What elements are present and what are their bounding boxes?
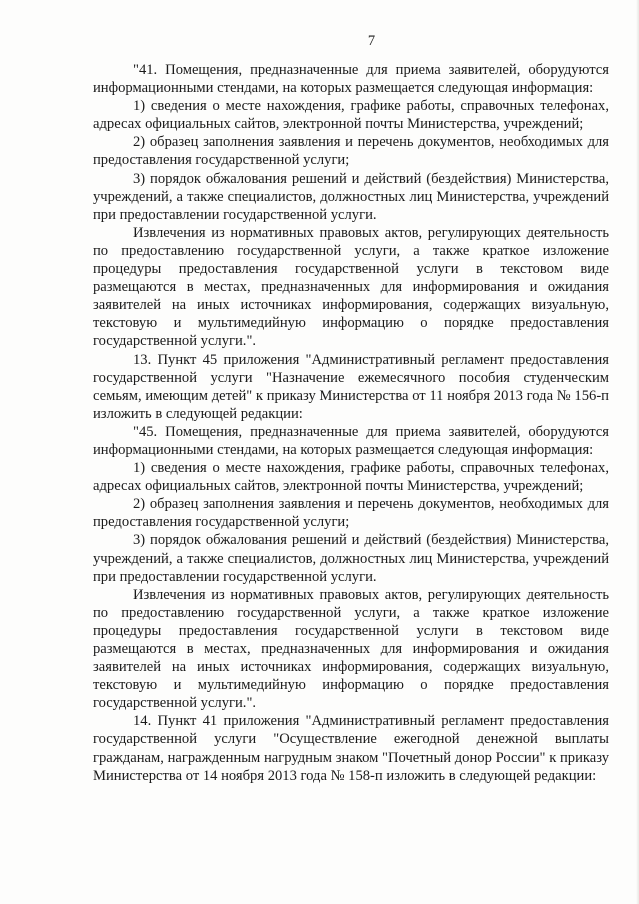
- paragraph-41-intro: "41. Помещения, предназначенные для приема заявителей, оборудуются информационными стендами, на которых размещается следующая информация:: [93, 62, 609, 97]
- paragraph-41-item-1: 1) сведения о месте нахождения, графике работы, справочных телефонах, адресах официальных сайтов, электронной почты Министерства, учреждений;: [93, 98, 609, 133]
- document-body: [93, 61, 609, 785]
- paragraph-45-item-3: 3) порядок обжалования решений и действий (бездействия) Министерства, учреждений, а также специалистов, должностных лиц Министерства, учреждений при предоставлении государственной услуги.: [93, 532, 609, 585]
- paragraph-41-extracts: Извлечения из нормативных правовых актов, регулирующих деятельность по предоставлению государственной услуги, а также краткое изложение процедуры предоставления государственной услуги в текстовом виде размещаются в местах, предназначенных для информирования и ожидания заявителей на иных источниках информирования, содержащих визуальную, текстовую и мультимедийную информацию о порядке предоставления государственной услуги.".: [93, 224, 609, 350]
- paragraph-41-item-2: 2) образец заполнения заявления и перечень документов, необходимых для предоставления государственной услуги;: [93, 134, 609, 169]
- paragraph-45-item-2: 2) образец заполнения заявления и перечень документов, необходимых для предоставления государственной услуги;: [93, 496, 609, 531]
- paragraph-13-amendment: 13. Пункт 45 приложения "Административный регламент предоставления государственной услуги "Назначение ежемесячного пособия студенческим семьям, имеющим детей" к приказу Министерства от 11 ноября 2013 года № 156-п изложить в следующей редакции:: [93, 351, 609, 422]
- paragraph-45-extracts: Извлечения из нормативных правовых актов, регулирующих деятельность по предоставлению государственной услуги, а также краткое изложение процедуры предоставления государственной услуги в текстовом виде размещаются в местах, предназначенных для информирования и ожидания заявителей на иных источниках информирования, содержащих визуальную, текстовую и мультимедийную информацию о порядке предоставления государственной услуги.".: [93, 586, 609, 712]
- paragraph-41-item-3: 3) порядок обжалования решений и действий (бездействия) Министерства, учреждений, а также специалистов, должностных лиц Министерства, учреждений при предоставлении государственной услуги.: [93, 170, 609, 223]
- paragraph-45-item-1: 1) сведения о месте нахождения, графике работы, справочных телефонах, адресах официальных сайтов, электронной почты Министерства, учреждений;: [93, 460, 609, 495]
- page-number: 7: [367, 33, 376, 49]
- paragraph-14-amendment: 14. Пункт 41 приложения "Административный регламент предоставления государственной услуги "Осуществление ежегодной денежной выплаты гражданам, награжденным нагрудным знаком "Почетный донор России" к приказу Министерства от 14 ноября 2013 года № 158-п изложить в следующей редакции:: [93, 713, 609, 784]
- paragraph-45-intro: "45. Помещения, предназначенные для приема заявителей, оборудуются информационными стендами, на которых размещается следующая информация:: [93, 423, 609, 458]
